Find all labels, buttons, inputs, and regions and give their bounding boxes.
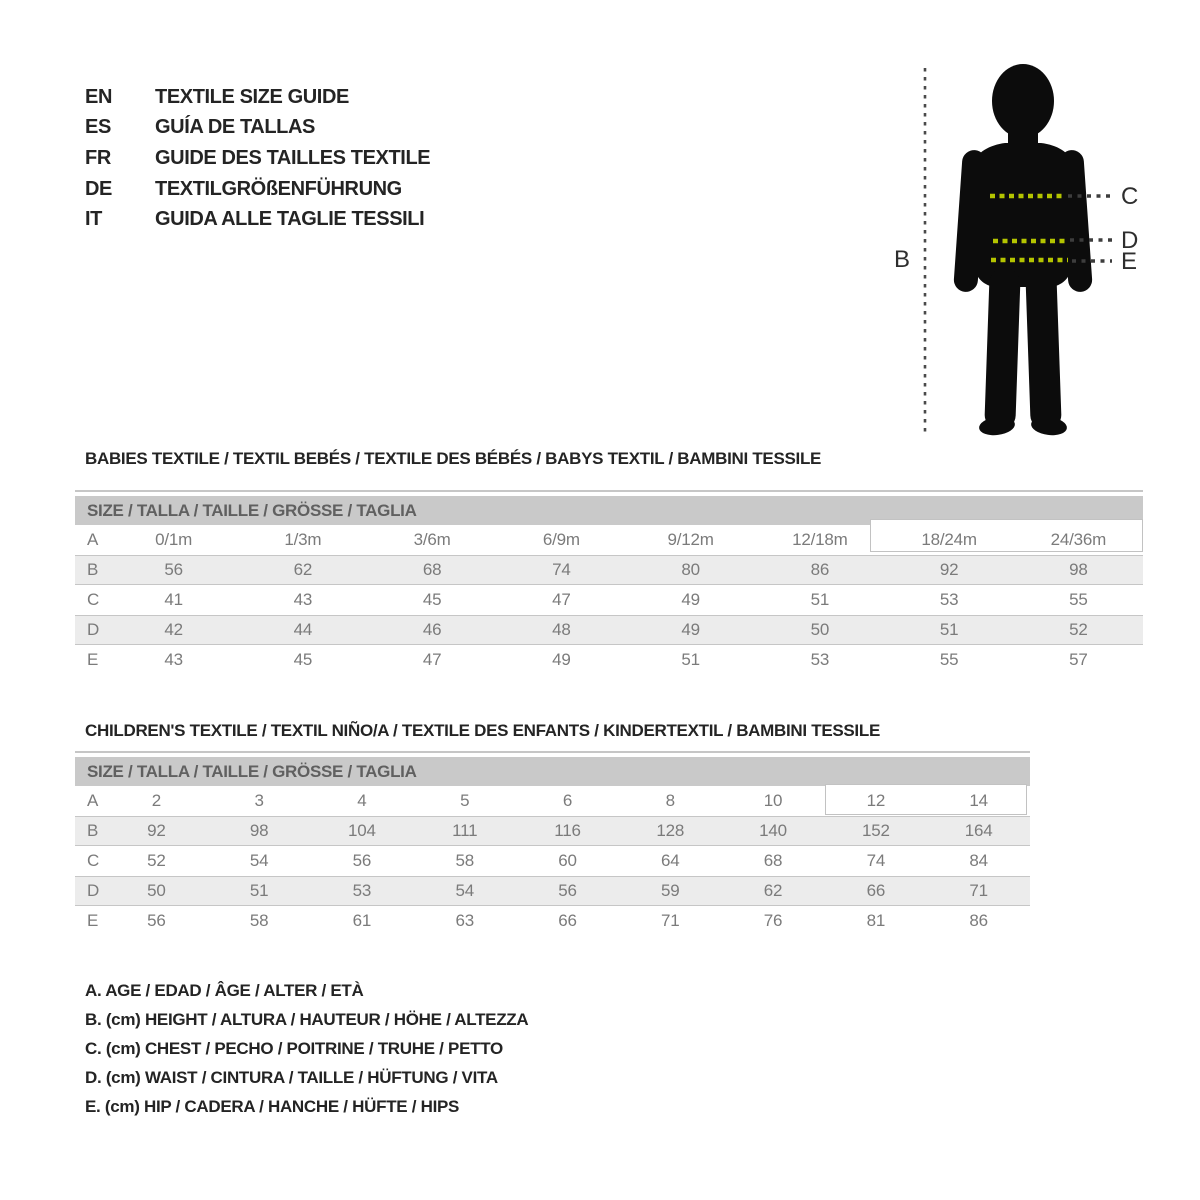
table-cell: 63	[455, 911, 474, 930]
legend-line: D. (cm) WAIST / CINTURA / TAILLE / HÜFTUNG / VITA	[85, 1068, 498, 1087]
children-table-rows	[75, 786, 1030, 936]
table-cell: 57	[1069, 650, 1088, 669]
table-cell: 6/9m	[542, 530, 580, 549]
table-cell: 56	[352, 851, 372, 870]
table-row	[75, 906, 1030, 936]
children-section-title: CHILDREN'S TEXTILE / TEXTIL NIÑO/A / TEXTILE DES ENFANTS / KINDERTEXTIL / BAMBINI TESSILE	[85, 721, 880, 740]
table-cell: 62	[293, 560, 313, 579]
table-cell: 6	[562, 791, 573, 810]
table-cell: 53	[352, 881, 372, 900]
table-cell: 60	[558, 851, 577, 870]
table-cell: 51	[939, 620, 959, 639]
table-cell: 86	[810, 560, 830, 579]
row-label: E	[87, 911, 99, 930]
table-cell: 68	[422, 560, 442, 579]
table-cell: 2	[151, 791, 162, 810]
legend-line: A. AGE / EDAD / ÂGE / ALTER / ETÀ	[85, 981, 364, 1000]
table-row	[75, 615, 1143, 645]
table-row	[75, 585, 1143, 615]
table-cell: 116	[554, 821, 581, 840]
table-cell: 4	[357, 791, 367, 810]
language-row	[85, 113, 430, 144]
table-cell: 111	[452, 821, 478, 840]
table-cell: 44	[293, 620, 313, 639]
legend-line: C. (cm) CHEST / PECHO / POITRINE / TRUHE / PETTO	[85, 1039, 503, 1058]
table-cell: 53	[810, 650, 830, 669]
table-cell: 42	[164, 620, 183, 639]
table-cell: 58	[249, 911, 269, 930]
hip-label: E	[1121, 248, 1138, 275]
table-cell: 3/6m	[413, 530, 451, 549]
babies-size-table	[75, 496, 1143, 675]
table-cell: 0/1m	[155, 530, 193, 549]
table-cell: 92	[939, 560, 959, 579]
table-cell: 152	[861, 821, 890, 840]
table-cell: 62	[763, 881, 783, 900]
table-cell: 104	[348, 821, 376, 840]
table-cell: 52	[147, 851, 166, 870]
table-cell: 45	[293, 650, 313, 669]
table-cell: 51	[681, 650, 700, 669]
table-cell: 8	[665, 791, 675, 810]
table-cell: 86	[969, 911, 988, 930]
row-label: B	[87, 821, 99, 840]
babies-table-rows	[75, 525, 1143, 675]
table-cell: 66	[866, 881, 886, 900]
row-label: A	[87, 791, 99, 810]
table-cell: 47	[422, 650, 442, 669]
table-cell: 55	[1069, 590, 1088, 609]
babies-section-title: BABIES TEXTILE / TEXTIL BEBÉS / TEXTILE DES BÉBÉS / BABYS TEXTIL / BAMBINI TESSILE	[85, 449, 822, 468]
table-cell: 51	[249, 881, 269, 900]
table-cell: 49	[552, 650, 571, 669]
table-row	[75, 816, 1030, 846]
table-cell: 1/3m	[284, 530, 322, 549]
table-cell: 50	[147, 881, 166, 900]
table-cell: 128	[656, 821, 685, 840]
children-table-header: SIZE / TALLA / TAILLE / GRÖSSE / TAGLIA	[75, 757, 1030, 786]
table-cell: 68	[763, 851, 783, 870]
language-title: GUIDA ALLE TAGLIE TESSILI	[155, 208, 425, 231]
row-label: E	[87, 650, 99, 669]
table-cell: 56	[558, 881, 577, 900]
table-cell: 49	[681, 590, 700, 609]
table-cell: 43	[293, 590, 313, 609]
row-label: C	[87, 851, 100, 870]
table-cell: 49	[681, 620, 700, 639]
table-cell: 54	[455, 881, 474, 900]
language-row	[85, 143, 430, 174]
table-cell: 18/24m	[921, 530, 977, 549]
table-cell: 3	[254, 791, 264, 810]
table-row	[75, 555, 1143, 585]
legend-line: B. (cm) HEIGHT / ALTURA / HAUTEUR / HÖHE / ALTEZZA	[85, 1010, 529, 1029]
table-cell: 61	[352, 911, 372, 930]
row-label: C	[87, 590, 100, 609]
table-cell: 9/12m	[667, 530, 714, 549]
language-row	[85, 82, 430, 113]
legend-line: E. (cm) HIP / CADERA / HANCHE / HÜFTE / HIPS	[85, 1097, 460, 1116]
table-cell: 5	[460, 791, 470, 810]
table-cell: 52	[1069, 620, 1088, 639]
table-cell: 14	[969, 791, 988, 810]
table-cell: 81	[866, 911, 886, 930]
table-cell: 24/36m	[1050, 530, 1107, 549]
table-cell: 56	[164, 560, 183, 579]
table-cell: 41	[164, 590, 183, 609]
table-cell: 53	[939, 590, 959, 609]
table-cell: 47	[552, 590, 571, 609]
children-size-table	[75, 757, 1030, 936]
babies-table-header: SIZE / TALLA / TAILLE / GRÖSSE / TAGLIA	[75, 496, 1143, 525]
table-row	[75, 876, 1030, 906]
table-cell: 51	[810, 590, 830, 609]
language-code: FR	[85, 146, 111, 169]
child-figure-diagram	[850, 40, 1160, 445]
language-title: GUIDE DES TAILLES TEXTILE	[155, 146, 431, 169]
table-cell: 50	[810, 620, 830, 639]
table-cell: 45	[422, 590, 442, 609]
table-cell: 58	[455, 851, 474, 870]
language-list	[85, 82, 430, 235]
table-cell: 12/18m	[792, 530, 848, 549]
row-label: A	[87, 530, 99, 549]
table-cell: 66	[558, 911, 577, 930]
table-cell: 48	[552, 620, 571, 639]
table-cell: 80	[681, 560, 700, 579]
table-cell: 12	[866, 791, 886, 810]
table-cell: 54	[249, 851, 269, 870]
table-cell: 92	[147, 821, 166, 840]
language-code: ES	[85, 116, 111, 139]
table-cell: 84	[969, 851, 988, 870]
waist-label: D	[1121, 227, 1139, 254]
row-label: B	[87, 560, 99, 579]
table-row	[75, 846, 1030, 876]
language-title: TEXTILGRÖßENFÜHRUNG	[155, 177, 402, 200]
table-cell: 98	[1069, 560, 1088, 579]
language-code: EN	[85, 85, 112, 108]
language-row	[85, 174, 430, 205]
language-row	[85, 204, 430, 235]
language-code: IT	[85, 208, 102, 231]
table-cell: 71	[969, 881, 988, 900]
chest-label: C	[1121, 183, 1139, 210]
language-title: GUÍA DE TALLAS	[155, 116, 315, 139]
table-cell: 74	[866, 851, 886, 870]
table-cell: 140	[759, 821, 787, 840]
table-cell: 76	[763, 911, 783, 930]
table-cell: 74	[552, 560, 571, 579]
height-label: B	[894, 246, 911, 273]
table-cell: 46	[422, 620, 442, 639]
table-cell: 10	[763, 791, 783, 810]
legend	[85, 976, 528, 1121]
table-cell: 98	[249, 821, 269, 840]
table-cell: 43	[164, 650, 183, 669]
row-label: D	[87, 620, 100, 639]
table-cell: 64	[661, 851, 680, 870]
language-code: DE	[85, 177, 112, 200]
child-silhouette	[953, 64, 1093, 437]
table-row	[75, 645, 1143, 675]
table-cell: 59	[661, 881, 680, 900]
table-cell: 55	[939, 650, 959, 669]
table-cell: 71	[661, 911, 680, 930]
table-cell: 56	[147, 911, 166, 930]
table-cell: 164	[964, 821, 993, 840]
row-label: D	[87, 881, 100, 900]
language-title: TEXTILE SIZE GUIDE	[155, 85, 349, 108]
